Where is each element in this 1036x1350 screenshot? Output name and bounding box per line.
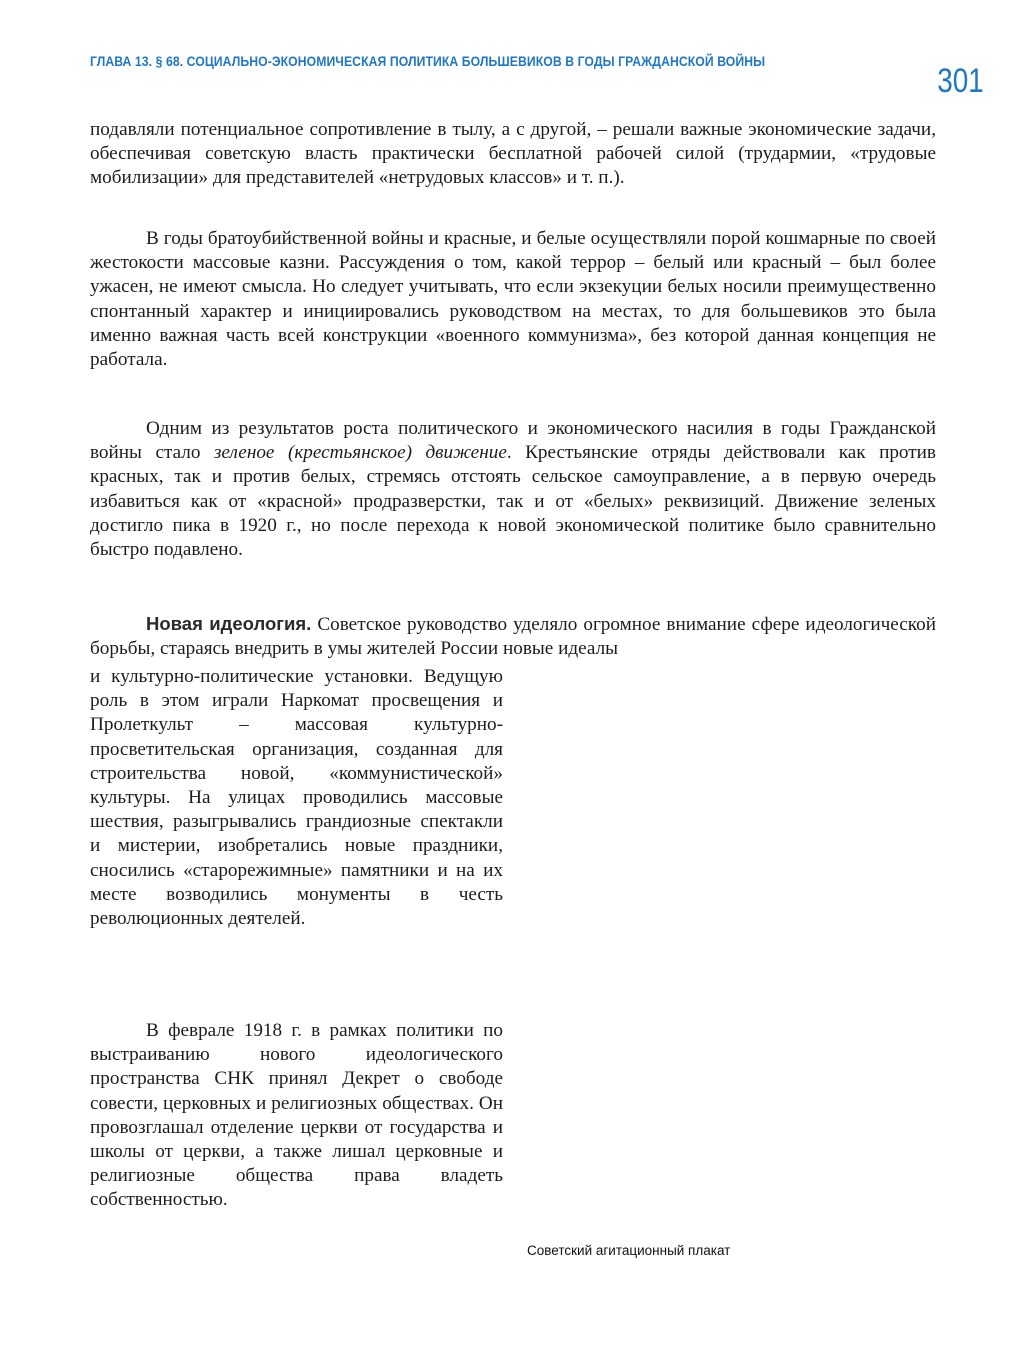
paragraph-3-text: Одним из результатов роста политического и экономического насилия в годы Гражданской войны стало xyxy=(90,418,936,464)
paragraph-3 xyxy=(90,417,936,562)
poster-caption: Советский агитационный плакат xyxy=(527,1243,731,1258)
page-number: 301 xyxy=(937,62,984,100)
chapter-header: ГЛАВА 13. § 68. СОЦИАЛЬНО-ЭКОНОМИЧЕСКАЯ ПОЛИТИКА БОЛЬШЕВИКОВ В ГОДЫ ГРАЖДАНСКОЙ ВОЙНЫ xyxy=(90,54,766,70)
paragraph-4-continuation: и культурно-политические установки. Ведущую роль в этом играли Наркомат просвещения и Пролеткульт – массовая культурно-просветительская организация, созданная для строительства новой, «коммунистической» культуры. На улицах проводились массовые шествия, разыгрывались грандиозные спектакли и мистерии, изобретались новые праздники, сносились «старорежимные» памятники и на их месте возводились монументы в честь революционных деятелей. xyxy=(90,666,503,930)
paragraph-3-rest: . Крестьянские отряды действовали как против красных, так и против белых, стремясь отстоять сельское самоуправление, а в первую очередь избавиться как от «красной» продразверстки, так и от «белых» реквизиций. Движение зеленых достигло пика в 1920 г., но после перехода к новой экономической политике было сравнительно быстро подавлено. xyxy=(90,442,936,561)
paragraph-4-text: Советское руководство уделяло огромное внимание сфере идеологической борьбы, стараясь внедрить в умы жителей России новые идеалы xyxy=(90,614,936,660)
paragraph-2: В годы братоубийственной войны и красные, и белые осуществляли порой кошмарные по своей жестокости массовые казни. Рассуждения о том, какой террор – белый или красный – был более ужасен, не имеют смысла. Но следует учитывать, что если экзекуции белых носили преимущественно спонтанный характер и инициировались руководством на местах, то для большевиков это была именно важная часть всей конструкции «военного коммунизма», без которой данная концепция не работала. xyxy=(90,228,936,371)
green-movement-term: зеленое (крестьянское) движение xyxy=(213,442,507,464)
paragraph-1: подавляли потенциальное сопротивление в тылу, а с другой, – решали важные экономические задачи, обеспечивая советскую власть практически бесплатной рабочей силой (трудармии, «трудовые мобилизации» для представителей «нетрудовых классов» и т. п.). xyxy=(90,119,936,189)
section-heading: Новая идеология. xyxy=(146,613,312,634)
paragraph-4 xyxy=(90,612,936,661)
paragraph-5: В феврале 1918 г. в рамках политики по выстраиванию нового идеологического пространства СНК принял Декрет о свободе совести, церковных и религиозных обществах. Он провозглашал отделение церкви от государства и школы от церкви, а также лишал церковные и религиозные общества права владеть собственностью. xyxy=(90,1020,503,1211)
